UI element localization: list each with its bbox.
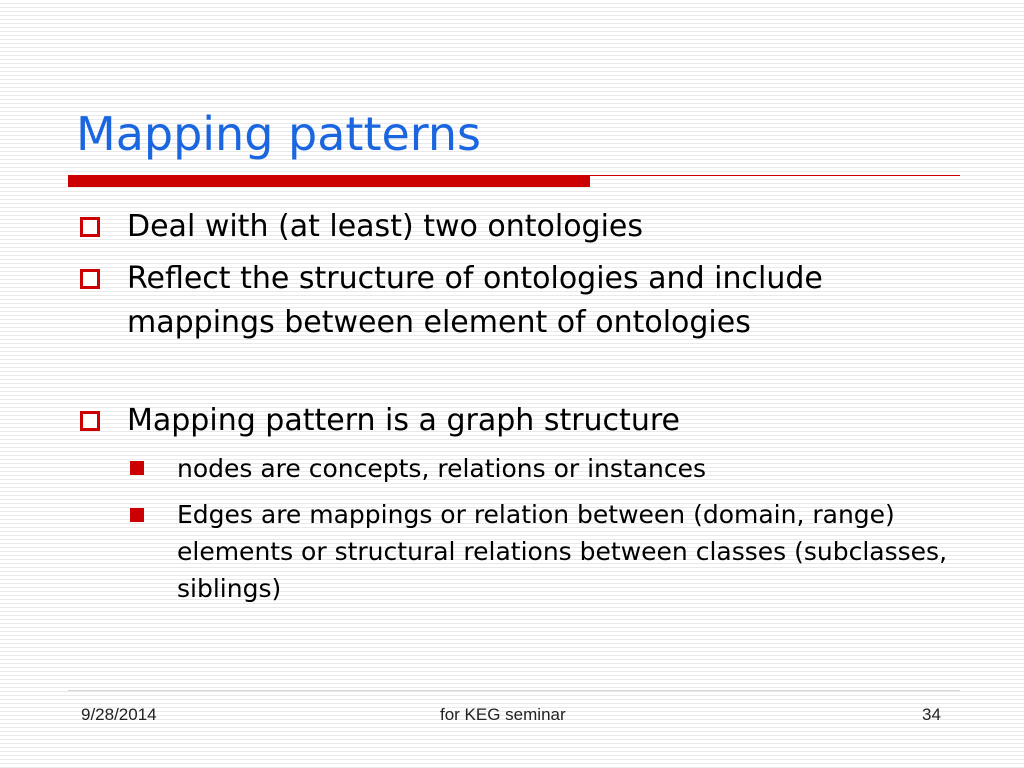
bullet-item: Deal with (at least) two ontologies (127, 209, 644, 244)
filled-square-icon (130, 461, 144, 475)
bullet-item: Mapping pattern is a graph structure (127, 403, 680, 438)
slide-number: 34 (922, 705, 941, 724)
footer-divider (68, 690, 960, 691)
hollow-square-icon (80, 411, 100, 431)
sub-bullet-item: nodes are concepts, relations or instances (177, 454, 707, 483)
hollow-square-icon (80, 217, 100, 237)
filled-square-icon (130, 508, 144, 522)
hollow-square-icon (80, 269, 100, 289)
footer-caption: for KEG seminar (440, 705, 566, 724)
slide-title: Mapping patterns (76, 107, 482, 161)
footer-date: 9/28/2014 (81, 705, 157, 724)
sub-bullet-item: Edges are mappings or relation between (domain, range) elements or structural relations between classes (subclasses, siblings) (177, 500, 948, 603)
bullet-item: Reflect the structure of ontologies and include mappings between element of ontologies (127, 261, 823, 340)
